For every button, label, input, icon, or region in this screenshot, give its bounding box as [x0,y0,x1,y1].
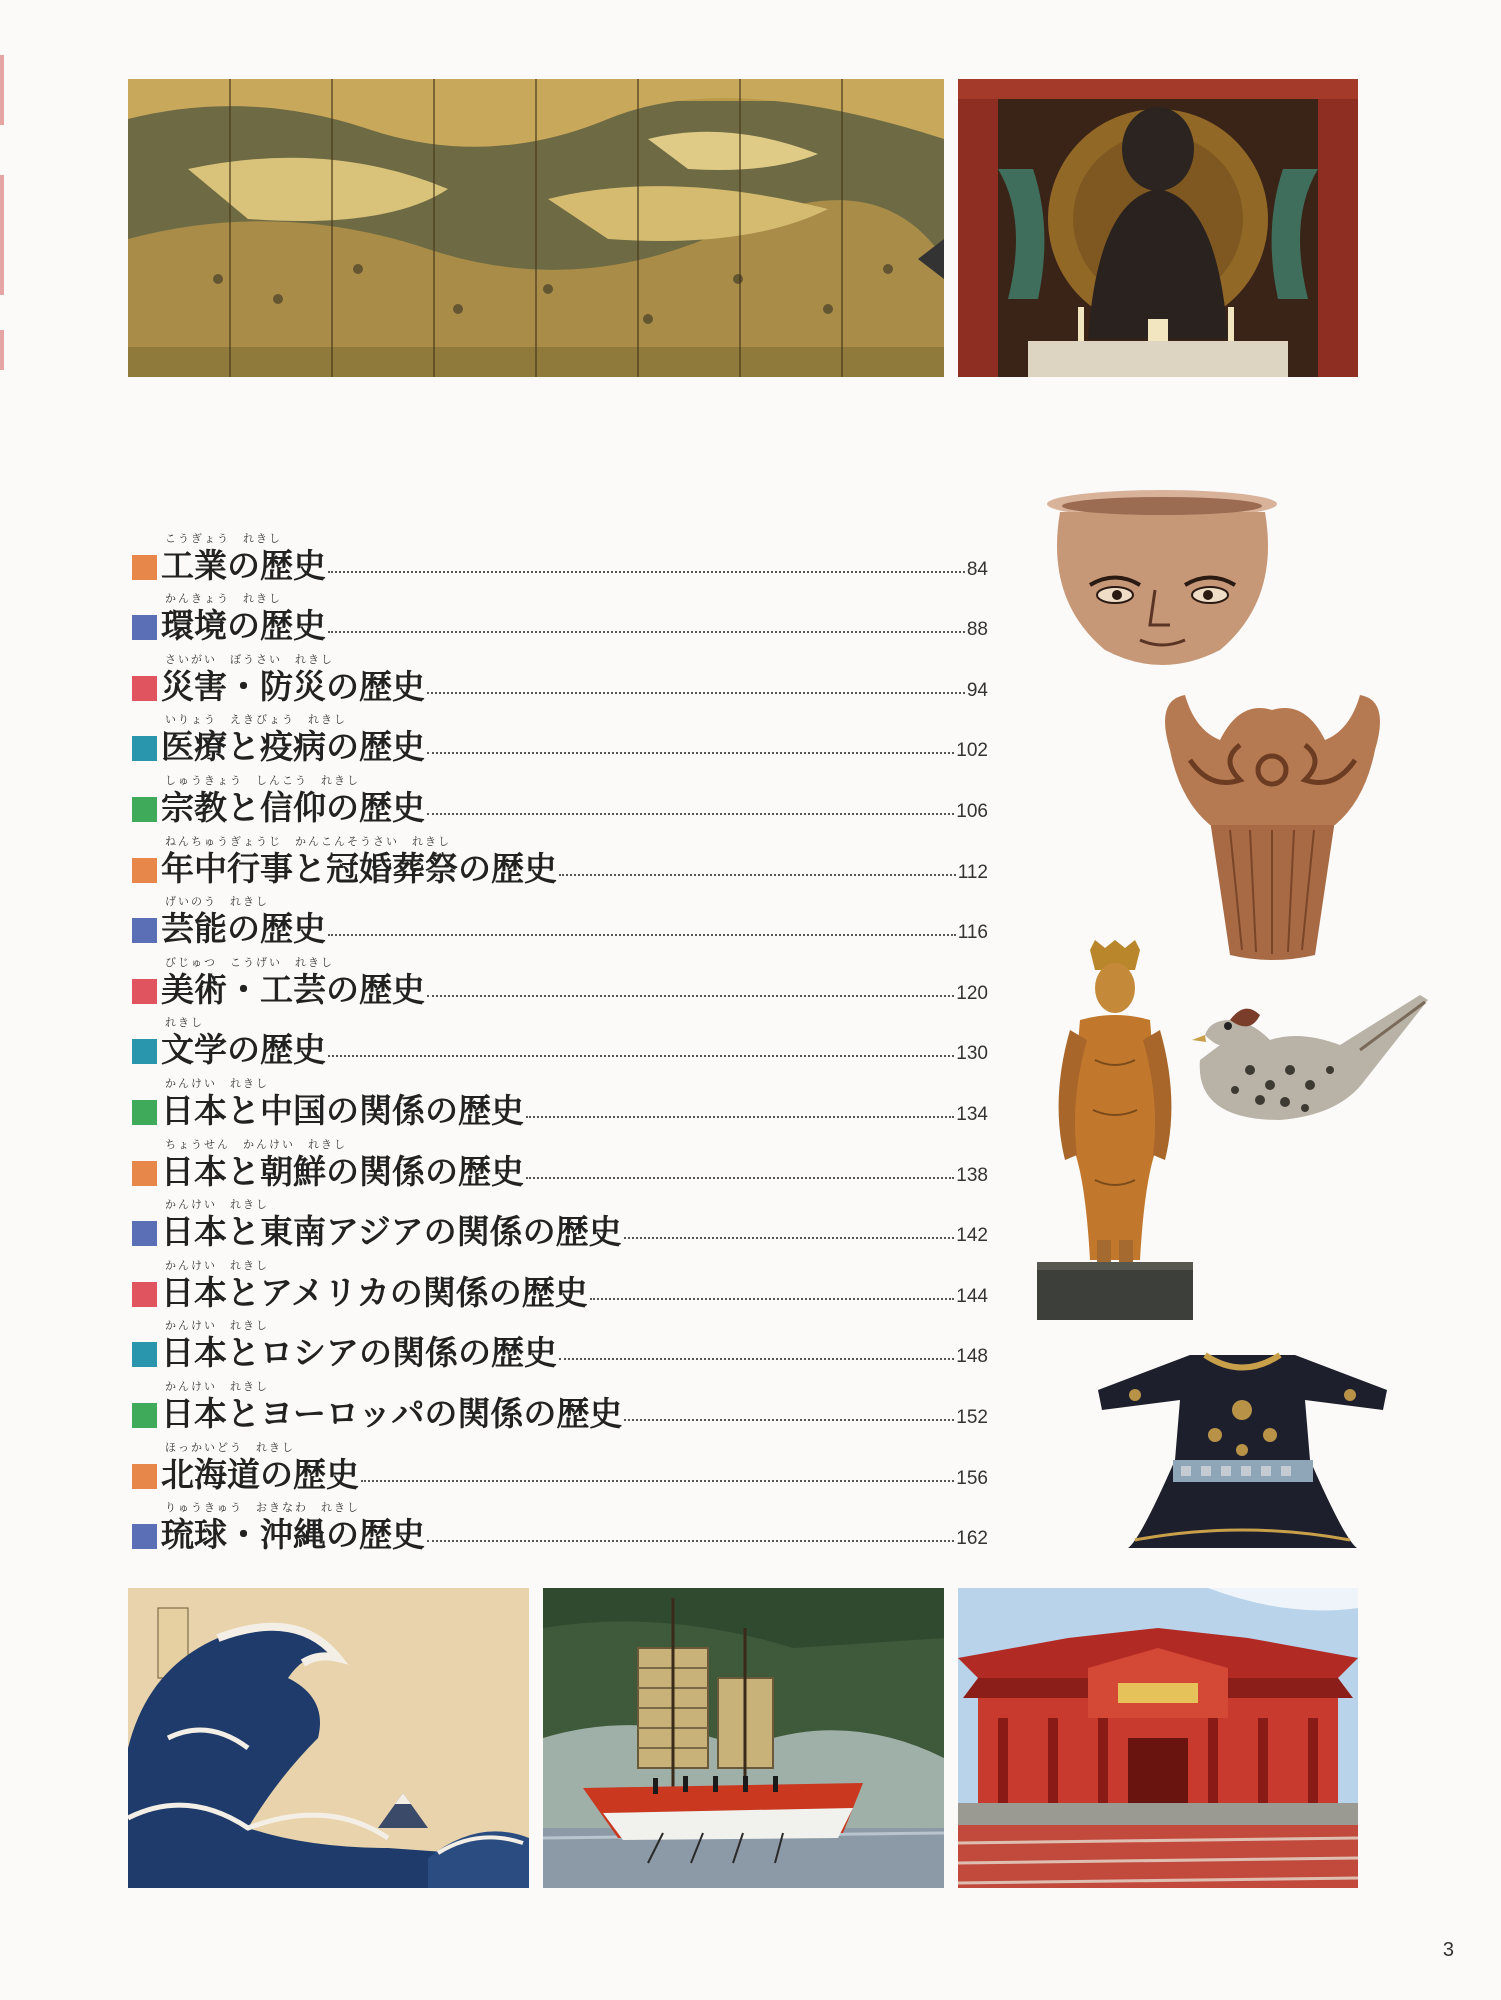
toc-entry[interactable] [132,1257,988,1318]
dot-leader [328,631,965,633]
dot-leader [361,1480,954,1482]
dot-leader [526,1116,954,1118]
toc-page-number: 152 [956,1406,988,1428]
toc-page-number: 130 [956,1043,988,1065]
toc-entry[interactable] [132,1500,988,1561]
toc-page-number: 142 [956,1225,988,1247]
toc-title: 琉球・沖縄の歴史 [161,1515,425,1555]
embroidered-dragon-robe-image [1095,1350,1390,1550]
red-ship-with-mat-sails-image [543,1588,944,1888]
color-square-icon [132,918,157,943]
toc-entry[interactable] [132,1075,988,1136]
color-square-icon [132,1282,157,1307]
ruby-reading: ほっかいどう れきし [165,1440,295,1454]
ruby-reading: れきし [165,1016,204,1030]
dot-leader [328,1055,954,1057]
color-square-icon [132,1039,157,1064]
toc-title: 日本と東南アジアの関係の歴史 [161,1212,622,1252]
color-square-icon [132,1403,157,1428]
ruby-reading: かんけい れきし [165,1319,269,1333]
shuri-castle-hall-image [958,1588,1358,1888]
toc-page-number: 148 [956,1346,988,1368]
toc-page-number: 112 [957,861,988,883]
toc-page-number: 88 [966,619,988,641]
page-number: 3 [1442,1939,1454,1961]
toc-entry[interactable] [132,1015,988,1076]
toc-entry[interactable] [132,954,988,1015]
dot-leader [427,813,954,815]
ruby-reading: ねんちゅうぎょうじ かんこんそうさい れきし [165,834,451,848]
color-square-icon [132,858,157,883]
toc-title: 日本とヨーロッパの関係の歴史 [161,1393,623,1433]
dot-leader [427,752,954,754]
toc-entry[interactable] [132,591,988,652]
pheasant-incense-burner-image [1190,990,1430,1130]
toc-page-number: 116 [957,922,988,944]
folding-screen-painting-image [128,79,944,377]
toc-page-number: 162 [956,1528,988,1550]
toc-title: 日本とアメリカの関係の歴史 [161,1272,588,1312]
color-square-icon [132,1342,157,1367]
color-square-icon [132,555,157,580]
dot-leader [427,995,954,997]
dot-leader [526,1177,954,1179]
toc-title: 環境の歴史 [161,606,326,646]
toc-title: 宗教と信仰の歴史 [161,787,425,827]
toc-title: 工業の歴史 [161,545,326,585]
color-square-icon [132,979,157,1004]
toc-entry[interactable] [132,712,988,773]
ruby-reading: かんけい れきし [165,1198,269,1212]
color-square-icon [132,1524,157,1549]
ruby-reading: びじゅつ こうげい れきし [165,955,334,969]
color-square-icon [132,1221,157,1246]
dot-leader [559,874,956,876]
toc-title: 美術・工芸の歴史 [161,969,425,1009]
toc-title: 医療と疫病の歴史 [161,727,425,767]
toc-page-number: 120 [956,982,988,1004]
ruby-reading: いりょう えきびょう れきし [165,713,347,727]
toc-page-number: 102 [956,740,988,762]
dot-leader [590,1298,955,1300]
ruby-reading: ちょうせん かんけい れきし [165,1137,347,1151]
dot-leader [328,571,965,573]
toc-page-number: 156 [956,1467,988,1489]
color-square-icon [132,1100,157,1125]
dot-leader [624,1237,955,1239]
ruby-reading: さいがい ぼうさい れきし [165,652,334,666]
toc-title: 日本とロシアの関係の歴史 [161,1333,557,1373]
toc-entry[interactable] [132,1136,988,1197]
ruby-reading: しゅうきょう しんこう れきし [165,773,360,787]
ruby-reading: かんけい れきし [165,1076,269,1090]
ruby-reading: げいのう れきし [165,895,269,909]
painted-face-pottery-jar-image [1045,490,1280,670]
toc-entry[interactable] [132,833,988,894]
color-square-icon [132,1161,157,1186]
toc-page-number: 134 [956,1103,988,1125]
toc-entry[interactable] [132,1318,988,1379]
toc-page-number: 144 [956,1285,988,1307]
dot-leader [427,1540,954,1542]
table-of-contents [132,530,988,1560]
color-square-icon [132,615,157,640]
edge-mark [0,55,4,125]
ruby-reading: こうぎょう れきし [165,531,282,545]
toc-entry[interactable] [132,894,988,955]
toc-page-number: 106 [956,800,988,822]
color-square-icon [132,1464,157,1489]
toc-title: 災害・防災の歴史 [161,666,425,706]
edge-mark [0,175,4,295]
dot-leader [427,692,965,694]
flame-rim-jomon-pot-image [1150,690,1395,965]
toc-title: 文学の歴史 [161,1030,326,1070]
toc-page-number: 84 [966,558,988,580]
ruby-reading: りゅうきゅう おきなわ れきし [165,1501,360,1515]
toc-entry[interactable] [132,651,988,712]
ruby-reading: かんきょう れきし [165,592,282,606]
toc-title: 北海道の歴史 [161,1454,359,1494]
toc-entry[interactable] [132,530,988,591]
toc-title: 芸能の歴史 [161,909,326,949]
edge-mark [0,330,4,370]
color-square-icon [132,797,157,822]
dot-leader [559,1358,954,1360]
ruby-reading: かんけい れきし [165,1379,269,1393]
toc-entry[interactable] [132,1439,988,1500]
toc-page-number: 94 [966,679,988,701]
toc-page-number: 138 [956,1164,988,1186]
toc-title: 年中行事と冠婚葬祭の歴史 [161,848,557,888]
standing-buddhist-figure-image [1035,940,1195,1320]
great-wave-woodblock-print-image [128,1588,529,1888]
color-square-icon [132,676,157,701]
toc-entry[interactable] [132,1378,988,1439]
toc-title: 日本と中国の関係の歴史 [161,1090,524,1130]
toc-entry[interactable] [132,772,988,833]
dot-leader [624,1419,954,1421]
dot-leader [328,934,956,936]
ruby-reading: かんけい れきし [165,1258,269,1272]
toc-entry[interactable] [132,1197,988,1258]
great-buddha-statue-image [958,79,1358,377]
color-square-icon [132,736,157,761]
toc-title: 日本と朝鮮の関係の歴史 [161,1151,524,1191]
